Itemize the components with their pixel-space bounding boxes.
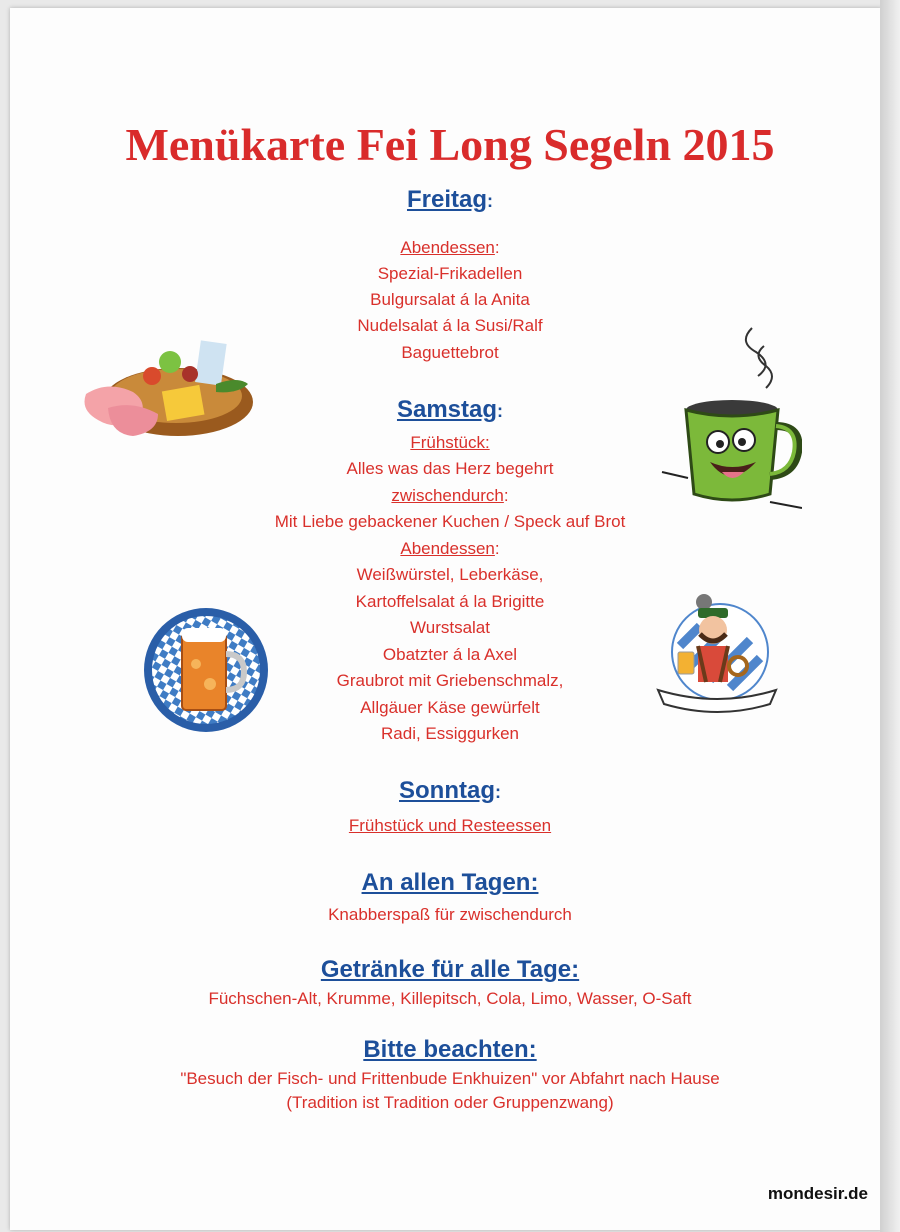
beachten-line1: "Besuch der Fisch- und Frittenbude Enkhuizen" vor Abfahrt nach Hause — [180, 1069, 720, 1088]
heading-getraenke: Getränke für alle Tage: — [320, 956, 580, 983]
samstag-abend-label: Abendessen: — [400, 539, 500, 558]
samstag-item: Wurstsalat — [410, 618, 490, 637]
heading-bitte-beachten: Bitte beachten: — [363, 1036, 537, 1063]
samstag-item: Kartoffelsalat á la Brigitte — [355, 592, 545, 611]
menu-title: Menükarte Fei Long Segeln 2015 — [125, 119, 775, 170]
sonntag-item: Frühstück und Resteessen — [348, 816, 552, 835]
samstag-zwischen-item: Mit Liebe gebackener Kuchen / Speck auf Brot — [274, 512, 626, 531]
watermark: mondesir.de — [767, 1184, 868, 1203]
food-platter-icon — [78, 322, 258, 448]
beer-badge-icon — [140, 604, 272, 736]
freitag-item: Spezial-Frikadellen — [377, 264, 523, 283]
heading-alle-tage: An allen Tagen: — [361, 869, 539, 896]
getraenke-item: Füchschen-Alt, Krumme, Killepitsch, Cola, Limo, Wasser, O-Saft — [208, 989, 692, 1008]
samstag-item: Weißwürstel, Leberkäse, — [356, 565, 544, 584]
samstag-item: Graubrot mit Griebenschmalz, — [336, 671, 564, 690]
heading-samstag: Samstag: — [396, 396, 504, 423]
heading-sonntag: Sonntag: — [399, 777, 501, 804]
coffee-mug-icon — [652, 322, 802, 518]
samstag-zwischen-label: zwischendurch: — [391, 486, 509, 505]
freitag-subheading: Abendessen: — [400, 238, 500, 257]
bavarian-man-icon — [654, 590, 780, 722]
samstag-fruehstueck-item: Alles was das Herz begehrt — [346, 459, 554, 478]
samstag-fruehstueck-label: Frühstück: — [410, 433, 490, 452]
beachten-line2: (Tradition ist Tradition oder Gruppenzwang) — [286, 1093, 614, 1112]
samstag-item: Allgäuer Käse gewürfelt — [360, 698, 540, 717]
alle-tage-item: Knabberspaß für zwischendurch — [328, 905, 572, 924]
freitag-item: Baguettebrot — [401, 343, 499, 362]
freitag-item: Nudelsalat á la Susi/Ralf — [357, 316, 543, 335]
heading-freitag: Freitag: — [406, 186, 493, 213]
samstag-item: Radi, Essiggurken — [381, 724, 519, 743]
samstag-item: Obatzter á la Axel — [382, 645, 518, 664]
freitag-item: Bulgursalat á la Anita — [370, 290, 530, 309]
